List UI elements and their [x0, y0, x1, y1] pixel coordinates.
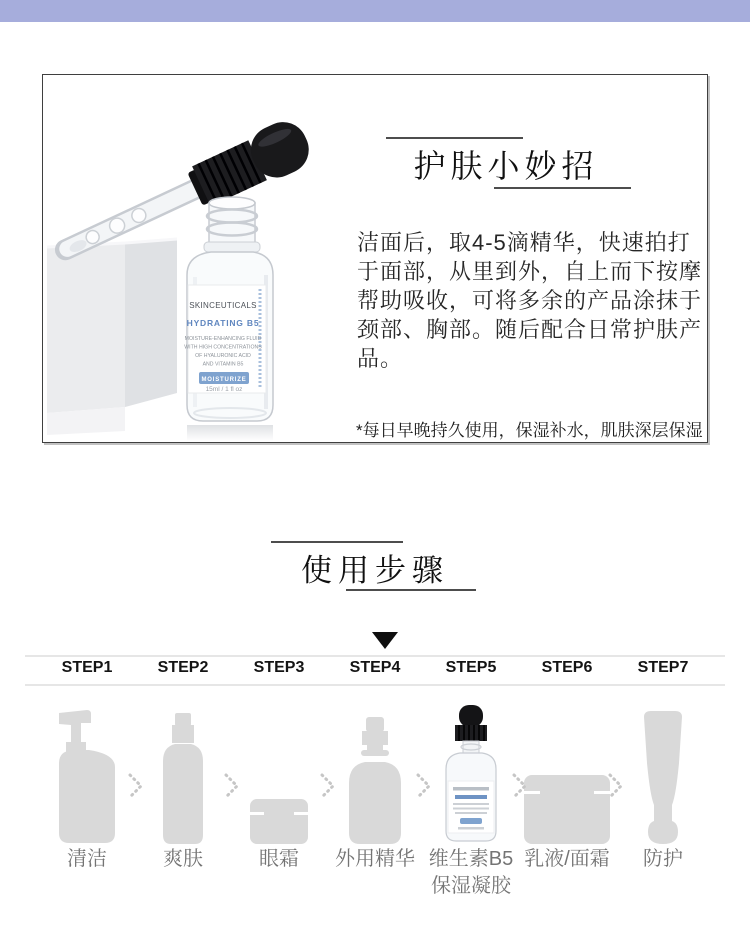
step-name-2: STEP2	[157, 659, 209, 676]
chevron-right-icon	[222, 771, 242, 801]
bottle-product-name: HYDRATING B5	[186, 318, 260, 328]
step-name-5: STEP5	[445, 659, 497, 676]
step-name-6: STEP6	[541, 659, 593, 676]
step-label-5-line1: 维生素B5	[428, 848, 514, 870]
tips-card	[42, 74, 708, 443]
step-labels-row	[39, 846, 711, 900]
chevron-right-icon	[126, 771, 146, 801]
dropper-bottle-icon	[347, 717, 403, 845]
chevron-right-icon	[510, 771, 530, 801]
bottle-badge: MOISTURIZE	[201, 377, 247, 383]
tips-body	[357, 228, 707, 373]
hydrating-b5-product-photo	[45, 75, 375, 441]
bottle-volume: 15ml / 1 fl oz	[205, 386, 243, 393]
step-icon-6	[519, 698, 615, 845]
serum-bottle	[184, 197, 273, 441]
svg-text:OF HYALURONIC ACID: OF HYALURONIC ACID	[195, 353, 251, 359]
top-banner	[0, 0, 750, 22]
step-label-5	[423, 846, 519, 900]
steps-divider-bottom	[25, 684, 725, 686]
step-name-1: STEP1	[61, 659, 113, 676]
step-icon-1	[39, 698, 135, 845]
bottle-brand: SKINCEUTICALS	[189, 301, 257, 310]
step-label-4: 外用精华	[335, 848, 415, 870]
steps-title: 使用步骤	[301, 553, 449, 588]
title-underline	[494, 187, 631, 189]
step-name-3: STEP3	[253, 659, 305, 676]
tips-body-line: 于面部，从里到外，自上而下按摩	[357, 259, 703, 284]
bottle-label	[184, 285, 266, 393]
step-names-row	[39, 659, 711, 677]
step-label-6: 乳液/面霜	[524, 848, 610, 870]
steps-divider-top	[25, 655, 725, 657]
step-icon-2	[135, 698, 231, 845]
step-icon-5	[423, 698, 519, 845]
step-icon-7	[615, 698, 711, 845]
cream-jar-icon	[524, 775, 610, 845]
tips-body-line: 品。	[357, 346, 404, 371]
tips-body-line: 颈部、胸部。随后配合日常护肤产	[357, 317, 703, 342]
step-label-1: 清洁	[67, 848, 107, 870]
tips-body-line: 帮助吸收，可将多余的产品涂抹于	[357, 288, 703, 313]
title-overline	[386, 137, 523, 139]
svg-text:AND VITAMIN B5: AND VITAMIN B5	[202, 361, 244, 368]
svg-text:WITH HIGH CONCENTRATIONS: WITH HIGH CONCENTRATIONS	[184, 344, 262, 351]
hydrating-b5-mini-photo	[438, 703, 504, 845]
chevron-right-icon	[414, 771, 434, 801]
toner-bottle-icon	[159, 713, 207, 845]
pump-bottle-icon	[53, 705, 121, 845]
tips-title: 护肤小妙招	[413, 148, 599, 184]
title-underline	[346, 589, 476, 591]
chevron-right-icon	[606, 771, 626, 801]
step-label-2: 爽肤	[163, 848, 203, 870]
step-label-3: 眼霜	[259, 848, 299, 870]
step-name-7: STEP7	[637, 659, 689, 676]
step-icon-4	[327, 698, 423, 845]
eye-cream-jar-icon	[249, 799, 309, 845]
acrylic-cube	[47, 239, 177, 435]
tips-footnote: *每日早晚持久使用，保湿补水，肌肤深层保湿	[356, 421, 703, 440]
tips-body-line: 洁面后，取4-5滴精华，快速拍打	[357, 230, 691, 255]
step-name-4: STEP4	[349, 659, 401, 676]
product-photo	[45, 75, 375, 441]
step-marker-triangle-icon	[372, 632, 398, 649]
sunscreen-tube-icon	[640, 711, 686, 845]
step-icon-3	[231, 698, 327, 845]
svg-text:MOISTURE-ENHANCING FLUID: MOISTURE-ENHANCING FLUID	[184, 336, 262, 342]
title-overline	[271, 541, 403, 543]
step-label-7: 防护	[643, 848, 683, 870]
step-label-5-line2: 保湿凝胶	[431, 875, 511, 897]
chevron-right-icon	[318, 771, 338, 801]
